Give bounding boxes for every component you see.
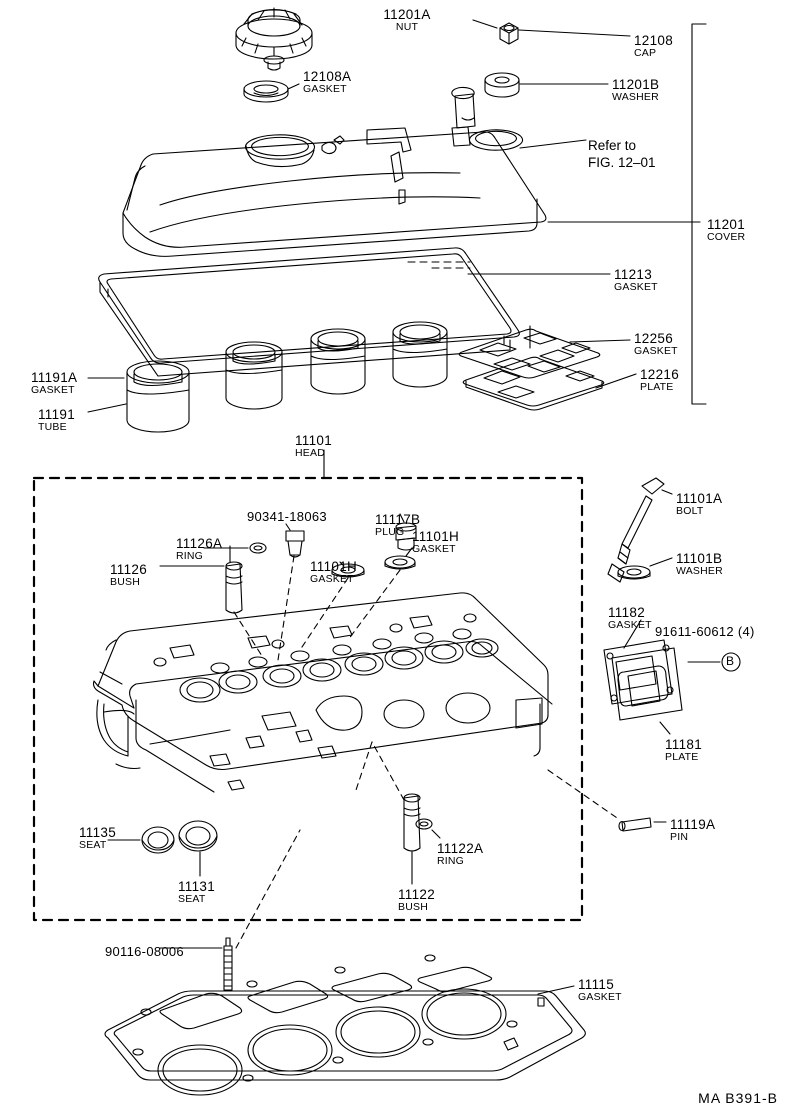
seat-11135-icon (142, 827, 174, 853)
head-gasket-11115 (105, 955, 585, 1095)
leader-12108A (288, 84, 299, 89)
bracket-11201 (692, 24, 706, 404)
diagram-footer-code: MA B391-B (698, 1090, 778, 1106)
label-11117B: 11117B PLUG (375, 512, 421, 538)
oil-filler-cap-icon (236, 8, 312, 70)
label-11213: 11213 GASKET (614, 267, 658, 293)
cylinder-head-cover (123, 87, 546, 256)
ring-11126A-icon (250, 543, 266, 553)
ring-11122A-icon (416, 819, 432, 829)
bush-11126-icon (226, 562, 242, 613)
leader-12256 (570, 340, 630, 342)
leader-11201A (473, 20, 497, 28)
label-12216: 12216 PLATE (640, 367, 680, 393)
stud-90116-icon (224, 938, 232, 990)
leader-11101B (650, 558, 672, 566)
washer-11101B-icon (618, 566, 650, 579)
label-91611-60612: 91611-60612 (4) (655, 624, 755, 639)
label-12256: 12256 GASKET (634, 331, 678, 357)
cap-gasket-icon (244, 81, 288, 102)
nut-icon (500, 23, 518, 44)
seat-11131-icon (179, 821, 217, 851)
label-11101A: 11101A BOLT (676, 491, 723, 517)
label-11101H-b: 11101H GASKET (412, 529, 460, 555)
leader-11122A (432, 830, 440, 838)
plug-90341-icon (286, 531, 304, 557)
leader-90341 (286, 524, 290, 530)
leader-12108 (519, 30, 630, 36)
leader-11115 (538, 986, 574, 994)
plate-12216 (463, 357, 604, 410)
refer-to-note: Refer to FIG. 12–01 (588, 138, 656, 170)
label-11131: 11131 SEAT (178, 879, 216, 905)
bush-11122-icon (404, 794, 420, 851)
label-11135: 11135 SEAT (79, 825, 117, 851)
washer-icon (485, 73, 519, 97)
label-11201A: 11201A NUT (383, 7, 431, 33)
leader-refer-to (520, 140, 586, 148)
plug-tube-4 (393, 322, 447, 387)
label-11122A: 11122A RING (437, 841, 484, 867)
cover-gasket (99, 248, 520, 376)
label-11191: 11191 TUBE (38, 407, 76, 433)
label-11101H-a: 11101H GASKET (310, 559, 358, 585)
label-11191A: 11191A GASKET (31, 370, 78, 396)
callout-b-letter: B (726, 654, 735, 668)
label-11201: 11201 COVER (707, 217, 746, 243)
label-11182: 11182 GASKET (608, 605, 652, 631)
label-12108A: 12108A GASKET (303, 69, 352, 95)
label-11119A: 11119A PIN (670, 817, 716, 843)
leader-11101A (662, 490, 672, 494)
label-11126: 11126 BUSH (110, 562, 148, 588)
label-90116-08006: 90116-08006 (105, 944, 184, 959)
cylinder-head-body (94, 593, 553, 792)
label-11101B: 11101B WASHER (676, 551, 723, 577)
label-11122: 11122 BUSH (398, 887, 436, 913)
leader-11191 (88, 404, 126, 412)
plug-tube-1 (127, 361, 189, 432)
label-12108: 12108 CAP (634, 33, 674, 59)
pin-11119A-icon (619, 818, 651, 831)
leader-11181 (660, 722, 670, 734)
label-11101: 11101 HEAD (295, 433, 333, 459)
label-11201B: 11201B WASHER (612, 77, 660, 103)
head-group-box (34, 478, 582, 920)
label-11181: 11181 PLATE (665, 737, 703, 763)
gasket-11101H-b-icon (385, 556, 415, 569)
dash-90341 (278, 556, 294, 660)
label-11126A: 11126A RING (176, 536, 223, 562)
plate-11181-icon (612, 648, 682, 720)
label-11115: 11115 GASKET (578, 977, 622, 1003)
label-90341-18063: 90341-18063 (247, 509, 327, 524)
